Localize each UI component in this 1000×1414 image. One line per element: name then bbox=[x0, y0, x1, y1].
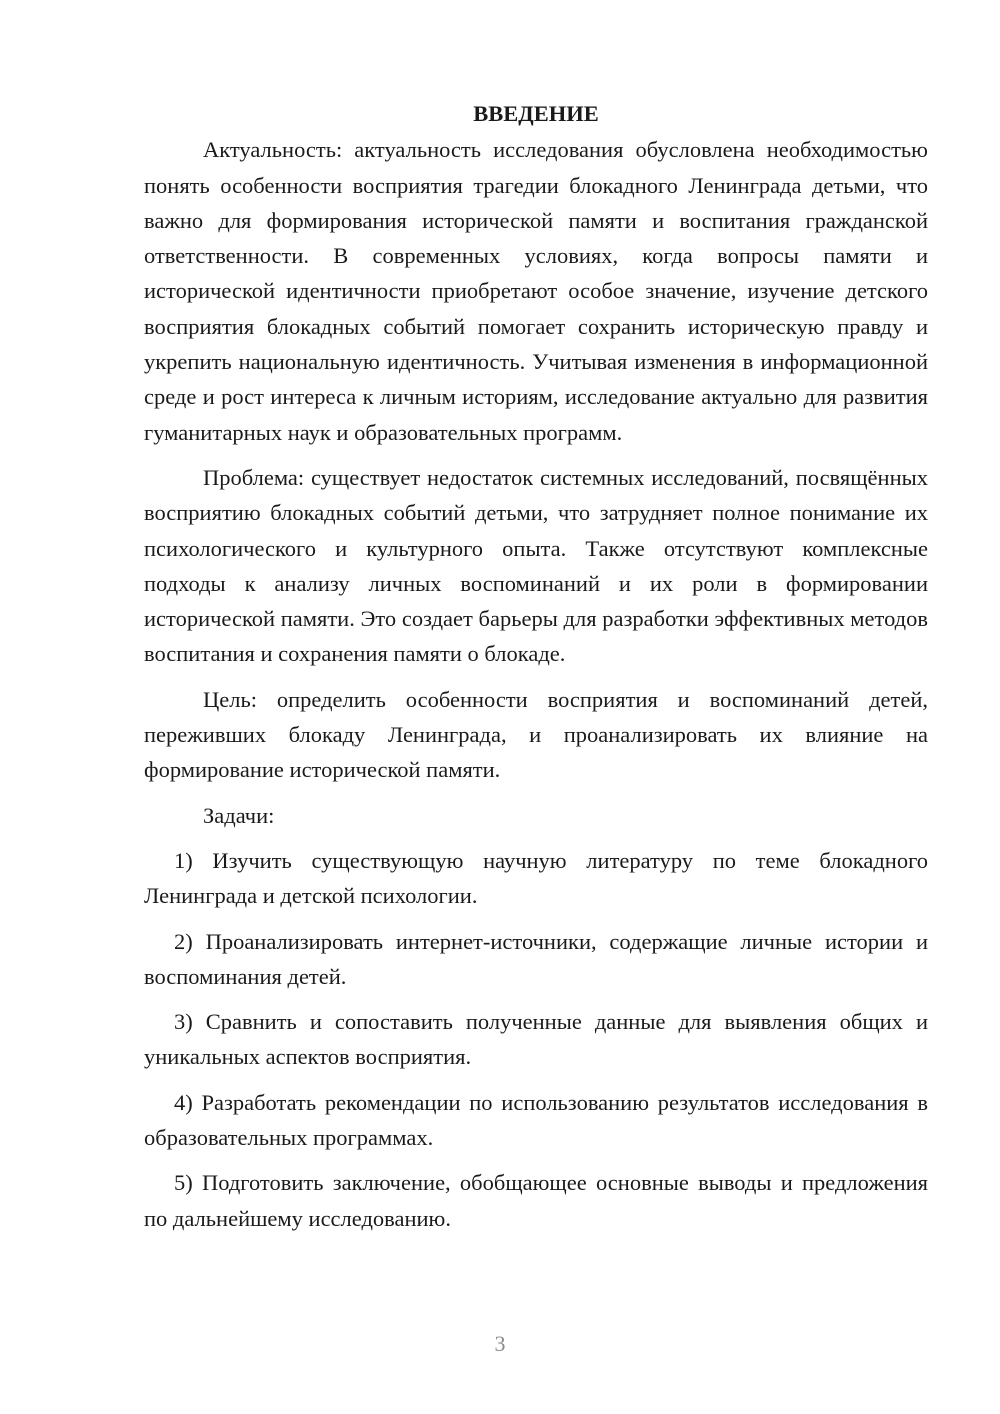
paragraph-problem: Проблема: существует недостаток системных исследований, посвящённых восприятию блокадных событий детьми, что затрудняет полное понимание их психологического и культурного опыта. Также отсутствуют комплексные подходы к анализу личных воспоминаний и их роли в формировании исторической памяти. Это создает барьеры для разработки эффективных методов воспитания и сохранения памяти о блокаде. bbox=[144, 464, 928, 667]
section-title: ВВЕДЕНИЕ bbox=[473, 101, 599, 126]
task-item: 4) Разработать рекомендации по использованию результатов исследования в образовательных программах. bbox=[144, 1089, 928, 1151]
task-item: 5) Подготовить заключение, обобщающее основные выводы и предложения по дальнейшему исследованию. bbox=[144, 1170, 928, 1231]
task-item: 1) Изучить существующую научную литературу по теме блокадного Ленинграда и детской психологии. bbox=[144, 847, 928, 909]
page-content bbox=[144, 96, 928, 1236]
page-number: 3 bbox=[494, 1331, 506, 1356]
task-item: 3) Сравнить и сопоставить полученные данные для выявления общих и уникальных аспектов восприятия. bbox=[144, 1009, 928, 1070]
paragraph-goal: Цель: определить особенности восприятия и воспоминаний детей, переживших блокаду Ленинграда, и проанализировать их влияние на формирование исторической памяти. bbox=[144, 686, 928, 783]
task-item: 2) Проанализировать интернет-источники, содержащие личные истории и воспоминания детей. bbox=[144, 928, 928, 989]
tasks-heading: Задачи: bbox=[203, 802, 275, 828]
paragraph-relevance: Актуальность: актуальность исследования обусловлена необходимостью понять особенности восприятия трагедии блокадного Ленинграда детьми, что важно для формирования исторической памяти и воспитания гражданской ответственности. В современных условиях, когда вопросы памяти и исторической идентичности приобретают особое значение, изучение детского восприятия блокадных событий помогает сохранить историческую правду и укрепить национальную идентичность. Учитывая изменения в информационной среде и рост интереса к личным историям, исследование актуально для развития гуманитарных наук и образовательных программ. bbox=[144, 137, 928, 445]
